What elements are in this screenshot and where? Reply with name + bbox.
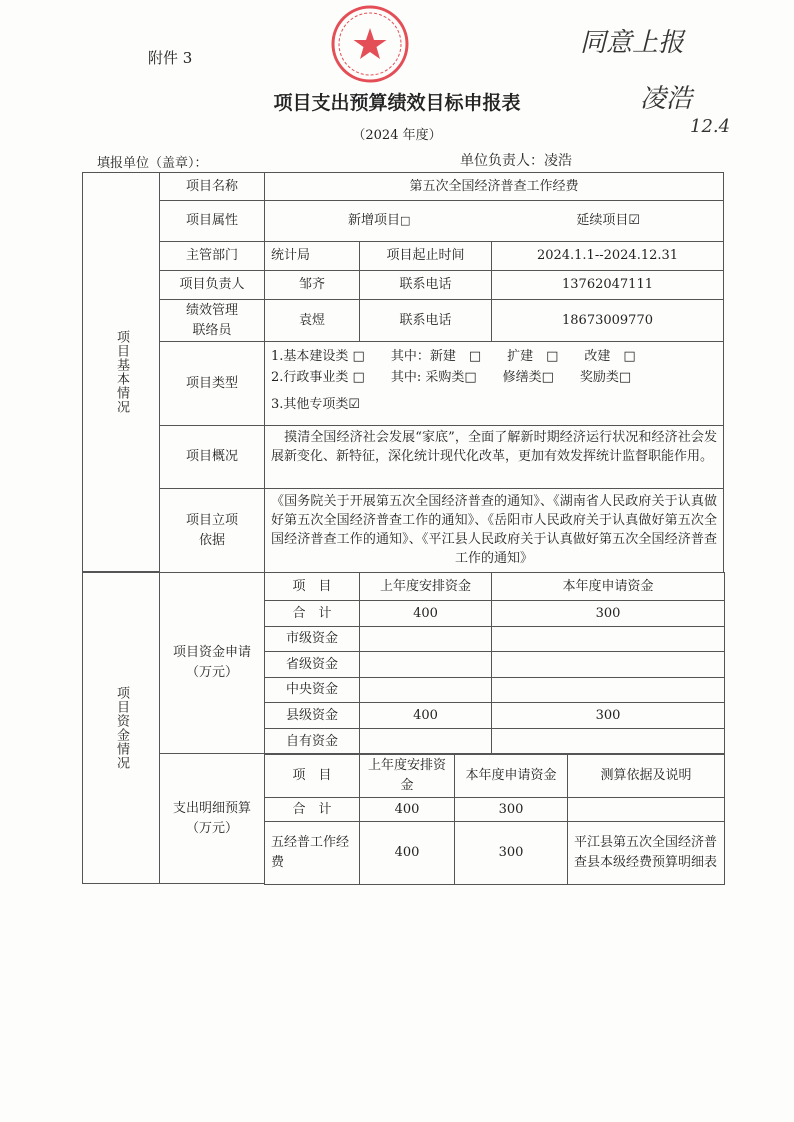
detail-cell-this: 300: [454, 797, 568, 822]
page-title: 项目支出预算绩效目标申报表: [273, 92, 521, 114]
handwritten-date: 12.4: [690, 116, 731, 137]
detail-cell-last: 400: [359, 821, 455, 885]
apply-header: 项 目: [264, 572, 360, 601]
handwritten-approval: 同意上报: [580, 28, 685, 58]
apply-cell-last: 400: [359, 702, 492, 729]
project-attr-options: [264, 200, 724, 242]
filler-label: 填报单位（盖章）：: [97, 156, 208, 171]
detail-header: 本年度申请资金: [454, 753, 568, 798]
checkbox-icon[interactable]: □: [399, 214, 411, 227]
detail-cell-item: 合 计: [264, 797, 360, 822]
attr-new-option[interactable]: 新增项目□: [347, 213, 411, 228]
detail-header: 上年度安排资金: [359, 753, 455, 798]
project-name-label: 项目名称: [159, 172, 265, 201]
project-name: 第五次全国经济普查工作经费: [264, 172, 724, 201]
type-label: 项目类型: [159, 341, 265, 426]
overview-label: 项目概况: [159, 425, 265, 489]
stamp-star-icon: [354, 28, 387, 59]
apply-header: 本年度申请资金: [491, 572, 725, 601]
leader-label: 项目负责人: [159, 270, 265, 300]
dept-label: 主管部门: [159, 241, 265, 271]
basis-text: 《国务院关于开展第五次全国经济普查的通知》、《湖南省人民政府关于认真做好第五次全国经济普查工作的通知》、《岳阳市人民政府关于认真做好第五次全国经济普查工作的通知》、《平江县人民政府关于认真做好第五次全国经济普查工作的通知》: [264, 488, 724, 573]
apply-cell-this: [491, 677, 725, 703]
apply-cell-this: [491, 626, 725, 652]
detail-cell-this: 300: [454, 821, 568, 885]
leader-value: 邹齐: [264, 270, 360, 300]
detail-cell-note: [567, 797, 725, 822]
dept-value: 统计局: [264, 241, 360, 271]
apply-cell-item: 县级资金: [264, 702, 360, 729]
type-options: 1.基本建设类 □ 其中：新建 □ 扩建 □ 改建 □ 2.行政事业类 □ 其中: 采购类□ 修缮类□ 奖励类□ 3.其他专项类☑: [264, 341, 724, 426]
apply-cell-this: 300: [491, 600, 725, 627]
attr-continue-option[interactable]: 延续项目☑: [576, 213, 641, 228]
detail-header: 项 目: [264, 753, 360, 798]
handwritten-signature: 凌浩: [640, 84, 693, 114]
checked-checkbox-icon[interactable]: ☑: [628, 213, 641, 228]
year-label: （2024 年度）: [352, 128, 442, 143]
detail-label: 支出明细预算 （万元）: [159, 753, 265, 884]
period-value: 2024.1.1--2024.12.31: [491, 241, 724, 271]
apply-header: 上年度安排资金: [359, 572, 492, 601]
section-basic-label: 项目基本情况: [82, 172, 160, 572]
apply-cell-last: [359, 728, 492, 755]
apply-cell-item: 市级资金: [264, 626, 360, 652]
project-attr-label: 项目属性: [159, 200, 265, 242]
leader-phone: 13762047111: [491, 270, 724, 300]
official-stamp: [330, 4, 410, 84]
detail-cell-note: 平江县第五次全国经济普查县本级经费预算明细表: [567, 821, 725, 885]
apply-cell-item: 中央资金: [264, 677, 360, 703]
apply-cell-this: [491, 651, 725, 678]
contact-label: 绩效管理 联络员: [159, 299, 265, 342]
apply-cell-last: [359, 651, 492, 678]
basis-label: 项目立项 依据: [159, 488, 265, 573]
apply-cell-item: 自有资金: [264, 728, 360, 755]
contact-value: 袁煜: [264, 299, 360, 342]
apply-cell-this: 300: [491, 702, 725, 729]
apply-cell-this: [491, 728, 725, 755]
detail-header: 测算依据及说明: [567, 753, 725, 798]
apply-cell-last: 400: [359, 600, 492, 627]
unit-head: 单位负责人：凌浩: [460, 153, 572, 169]
detail-cell-item: 五经普工作经费: [264, 821, 360, 885]
apply-cell-last: [359, 626, 492, 652]
period-label: 项目起止时间: [359, 241, 492, 271]
apply-label: 项目资金申请 （万元）: [159, 572, 265, 754]
contact-phone: 18673009770: [491, 299, 724, 342]
apply-cell-item: 合 计: [264, 600, 360, 627]
section-funds-label: 项目资金情况: [82, 572, 160, 884]
attachment-label: 附件 3: [148, 49, 193, 67]
overview-text: 摸清全国经济社会发展“家底”，全面了解新时期经济运行状况和经济社会发展新变化、新特征，深化统计现代化改革，更加有效发挥统计监督职能作用。: [264, 425, 724, 489]
contact-phone-label: 联系电话: [359, 299, 492, 342]
apply-cell-item: 省级资金: [264, 651, 360, 678]
leader-phone-label: 联系电话: [359, 270, 492, 300]
detail-cell-last: 400: [359, 797, 455, 822]
apply-cell-last: [359, 677, 492, 703]
